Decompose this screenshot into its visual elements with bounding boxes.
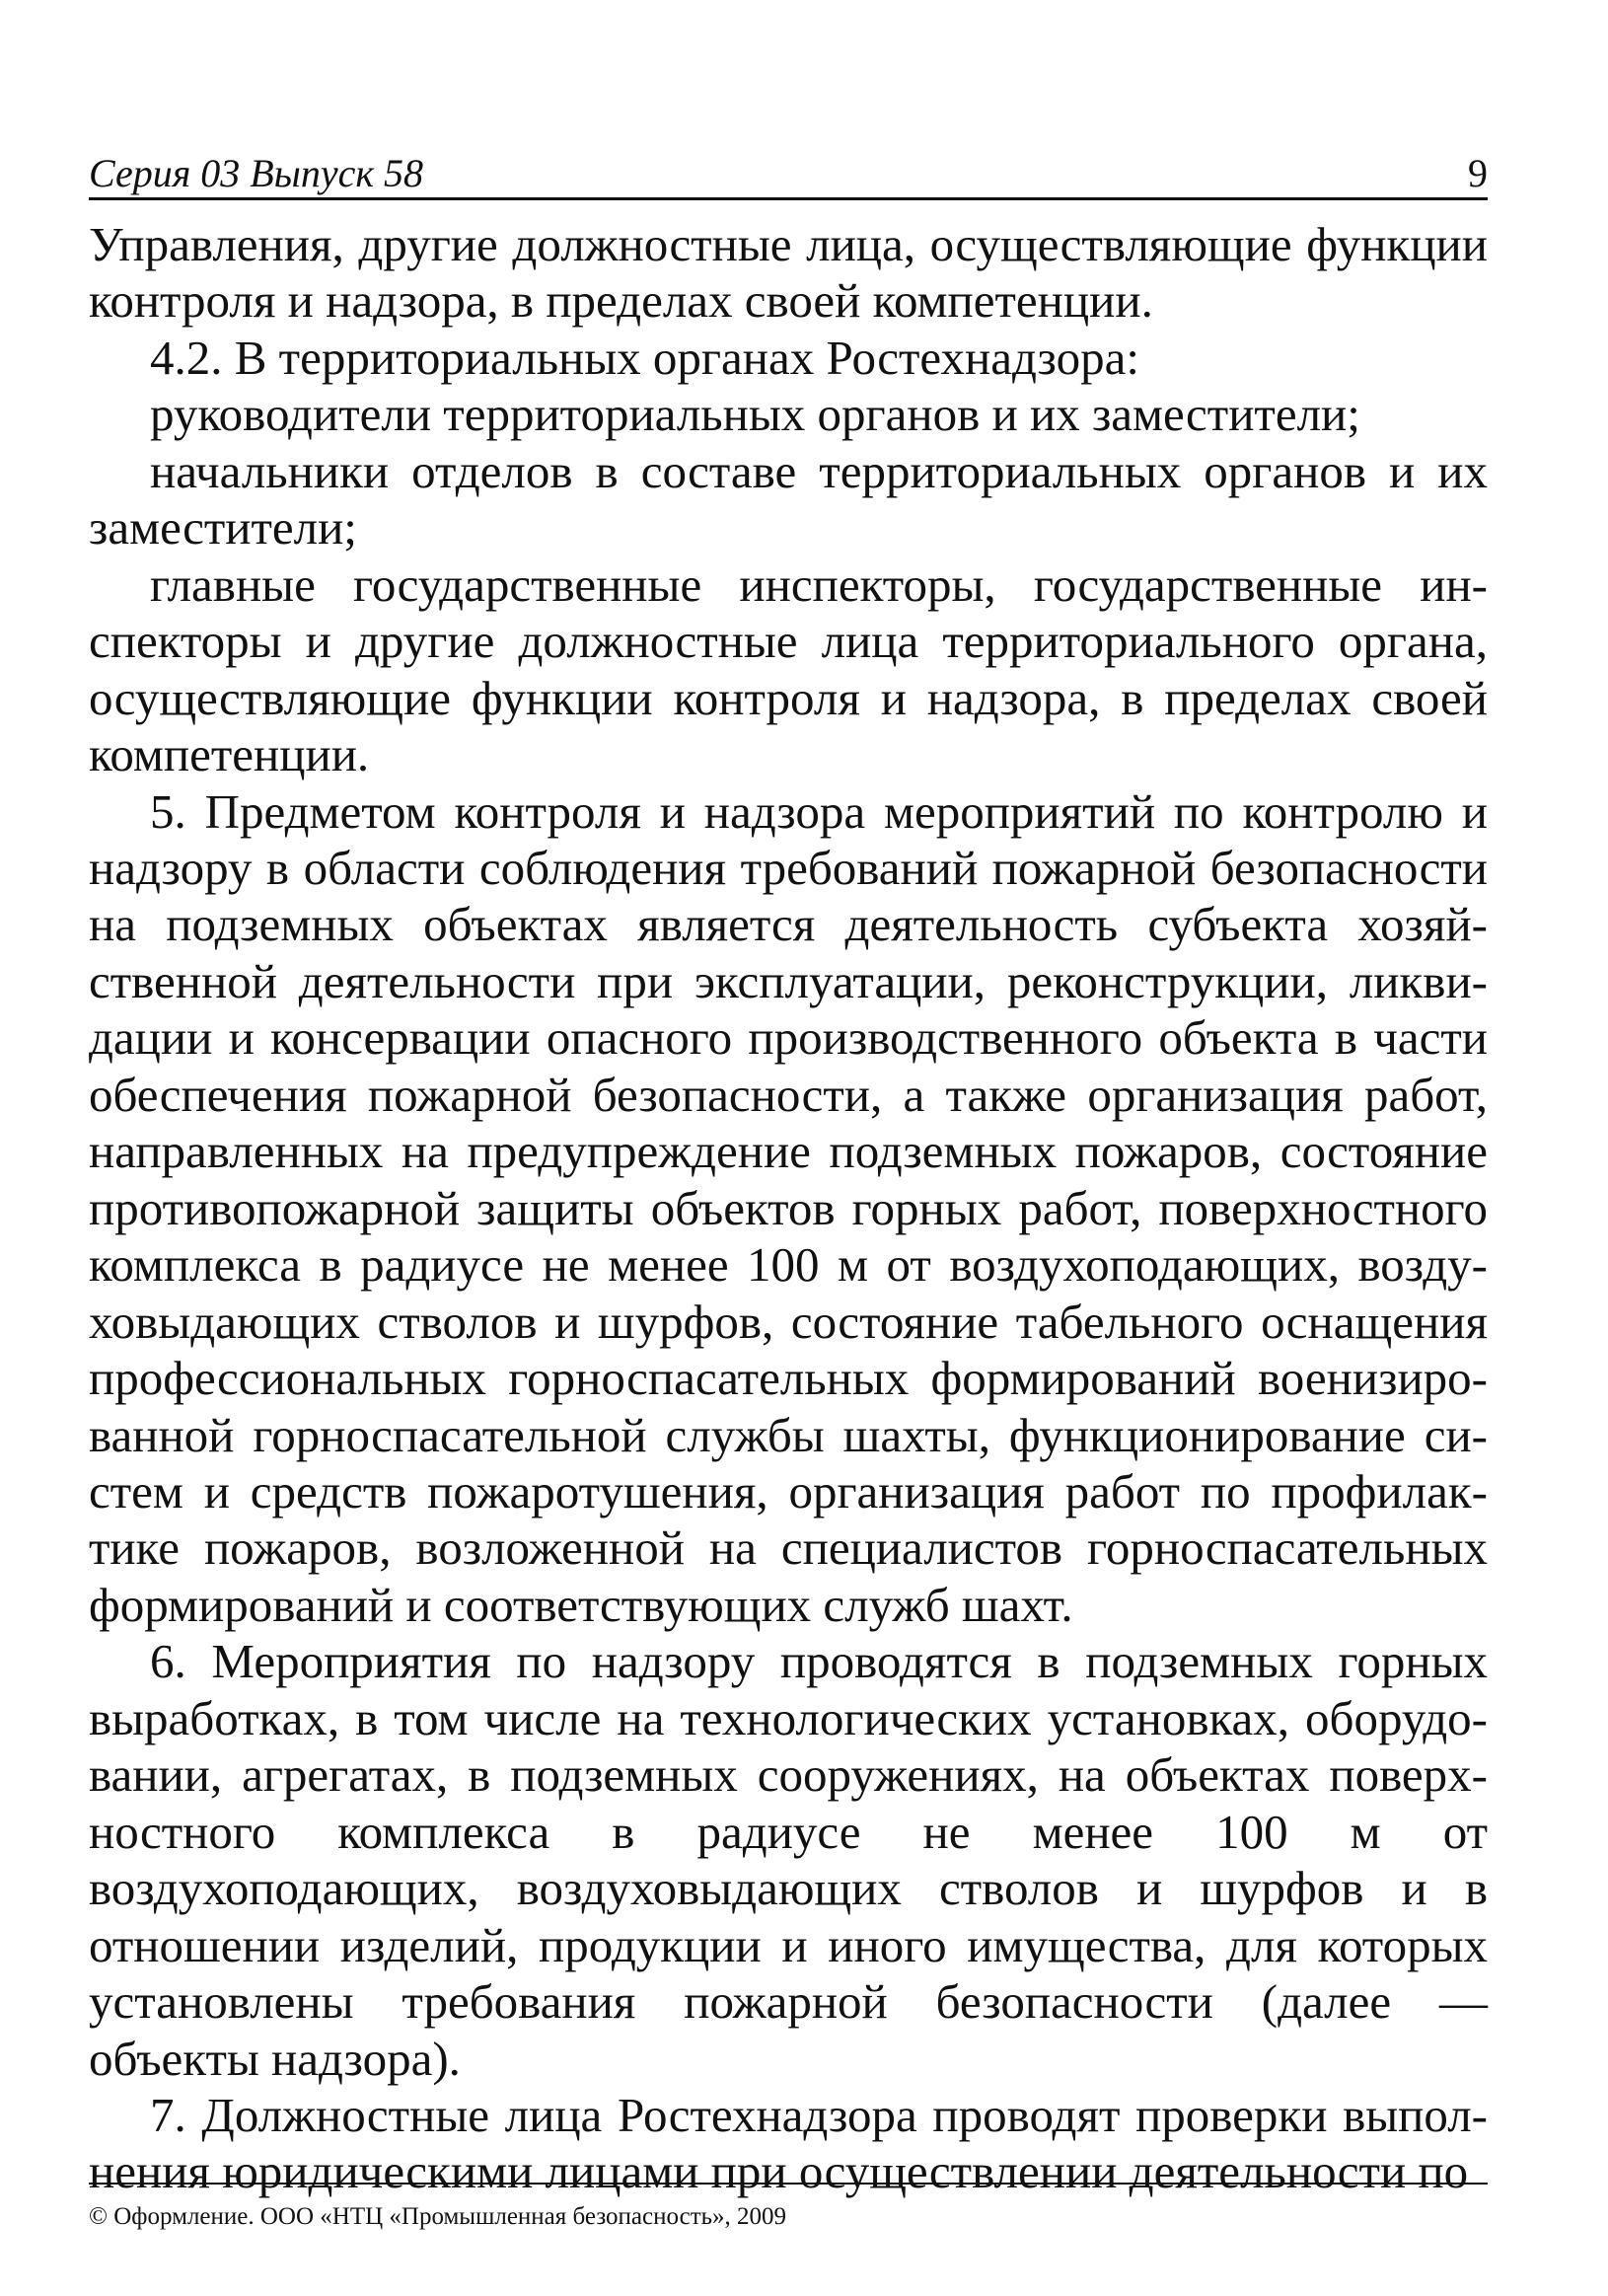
paragraph-inspectors: главные государственные инспекторы, государственные инспекторы и другие должностные лица территориального органа, осуществляющие функции контроля и надзора, в пределах своей компетенции.	[89, 556, 1488, 782]
page-body	[89, 216, 1488, 2200]
series-label: Серия 03 Выпуск 58	[89, 151, 424, 195]
paragraph-4-2: 4.2. В территориальных органах Ростехнадзора:	[150, 330, 1139, 385]
paragraph-7: 7. Должностные лица Ростехнадзора проводят проверки выполнения юридическими лицами при осуществлении деятельности по	[89, 2087, 1488, 2199]
copyright-notice: © Оформление. ООО «НТЦ «Промышленная безопасность», 2009	[89, 2203, 787, 2230]
page-number: 9	[1468, 151, 1488, 195]
paragraph-continued: Управления, другие должностные лица, осуществляющие функции контроля и надзора, в пределах своей компетенции.	[89, 217, 1488, 329]
paragraph-department-chiefs: начальники отделов в составе территориальных органов и их заместители;	[89, 443, 1488, 555]
page-footer	[89, 2183, 1488, 2229]
paragraph-5: 5. Предметом контроля и надзора мероприятий по контролю и надзору в области соблюдения требований пожарной безопасности на подземных объектах является деятельность субъекта хозяйственной деятельности при эксплуатации, реконструкции, ликвидации и консервации опасного производственного объекта в части обеспечения пожарной безопасности, а также организация работ, направленных на предупреждение подземных пожаров, состояние противопожарной защиты объектов горных работ, поверхностного комплекса в радиусе не менее 100 м от воздухоподающих, воздуховыдающих стволов и шурфов, состояние табельного оснащения профессиональных горноспасательных формирований военизированной горноспасательной службы шахты, функционирование систем и средств пожаротушения, организация работ по профилактике пожаров, возложенной на специалистов горноспасательных формирований и соответствующих служб шахт.	[89, 783, 1488, 1632]
paragraph-heads: руководители территориальных органов и их заместители;	[150, 387, 1360, 442]
page-header	[89, 138, 1488, 200]
paragraph-6: 6. Мероприятия по надзору проводятся в подземных горных выработках, в том числе на технологических установках, оборудовании, агрегатах, в подземных сооружениях, на объектах поверхностного комплекса в радиусе не менее 100 м от воздухоподающих, воздуховыдающих стволов и шурфов и в отношении изделий, продукции и иного имущества, для которых установлены требования пожарной безопасности (далее — объекты надзора).	[89, 1634, 1488, 2086]
